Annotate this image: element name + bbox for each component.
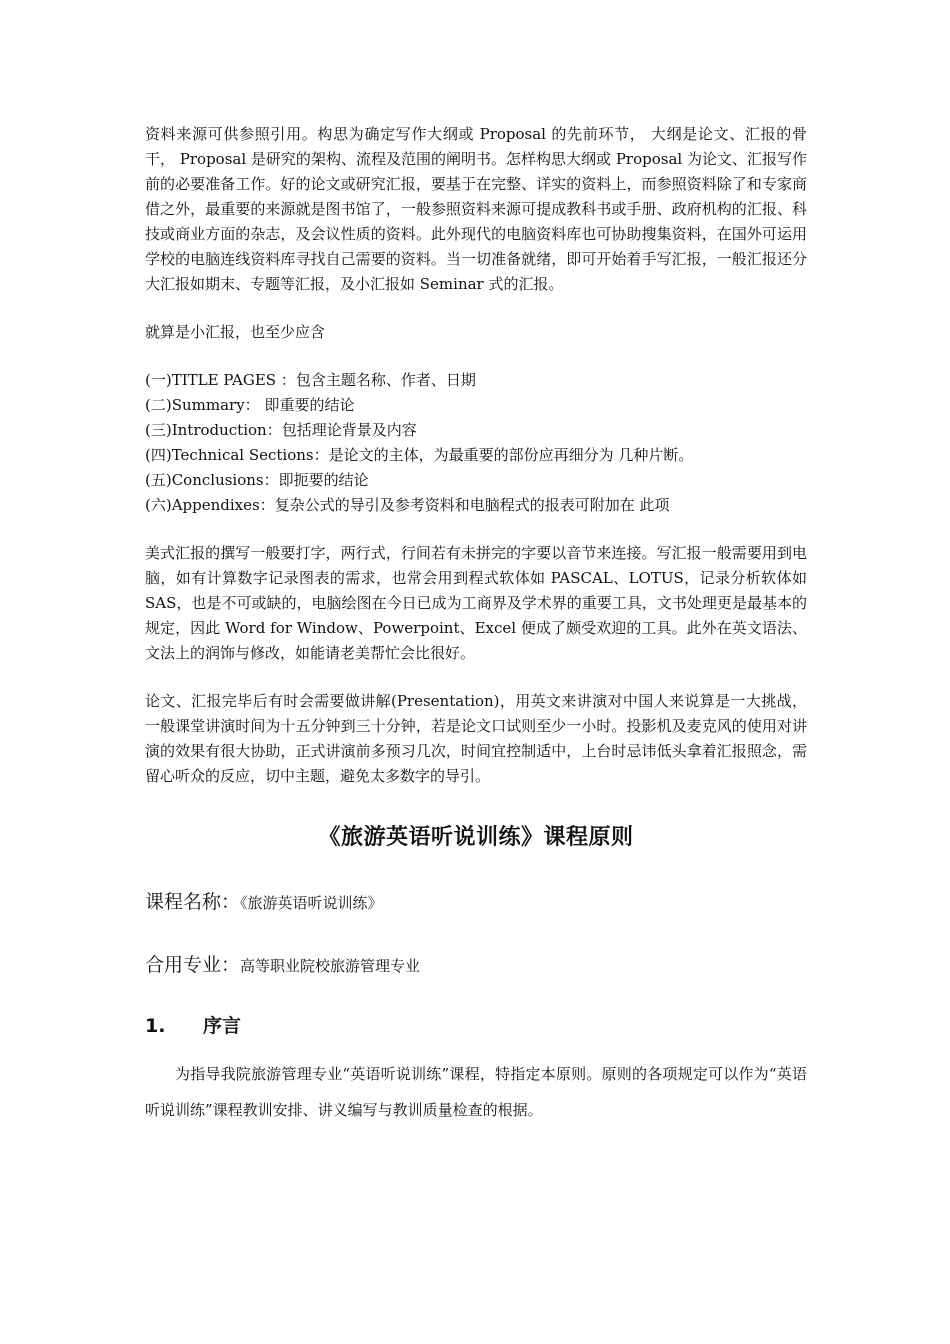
list-item: (六)Appendixes：复杂公式的导引及参考资料和电脑程式的报表可附加在 此项 <box>145 496 670 514</box>
report-items-list <box>145 368 807 518</box>
list-item: (三)Introduction：包括理论背景及内容 <box>145 421 417 439</box>
presentation-paragraph: 论文、汇报完毕后有时会需要做讲解(Presentation)，用英文来讲演对中国人来说算是一大挑战，一般课堂讲演时间为十五分钟到三十分钟，若是论文口试则至少一小时。投影机及麦克风的使用对讲演的效果有很大协助，正式讲演前多预习几次，时间宜控制适中，上台时忌讳低头拿着汇报照念，需留心听众的反应，切中主题，避免太多数字的导引。 <box>145 692 807 785</box>
course-name-label: 课程名称： <box>145 891 241 913</box>
course-title: 《旅游英语听说训练》课程原则 <box>318 825 634 850</box>
section-1-heading <box>145 1011 807 1041</box>
list-item: (二)Summary： 即重要的结论 <box>145 396 355 414</box>
course-name-field <box>145 887 807 918</box>
section-1-body: 为指导我院旅游管理专业“英语听说训练”课程，特指定本原则。原则的各项规定可以作为“英语听说训练”课程教训安排、讲义编写与教训质量检查的根据。 <box>145 1065 807 1119</box>
list-item: (一)TITLE PAGES ：包含主题名称、作者、日期 <box>145 371 476 389</box>
small-report-lead: 就算是小汇报，也至少应含 <box>145 323 326 341</box>
document-page <box>145 122 807 1128</box>
applicable-major-label: 合用专业： <box>145 954 241 976</box>
course-name-value: 《旅游英语听说训练》 <box>240 894 383 912</box>
section-1-title: 序言 <box>203 1015 242 1037</box>
intro-paragraph: 资料来源可供参照引用。构思为确定写作大纲或 Proposal 的先前环节， 大纲是论文、汇报的骨干， Proposal 是研究的架构、流程及范围的阐明书。怎样构思大纲或 Proposal 为论文、汇报写作前的必要准备工作。好的论文或研究汇报，要基于在完整、详实的资料上，而参照资料除了和专家商借之外，最重要的来源就是图书馆了，一般参照资料来源可提成教科书或手册、政府机构的汇报、科技或商业方面的杂志，及会议性质的资料。此外现代的电脑资料库也可协助搜集资料，在国外可运用学校的电脑连线资料库寻找自己需要的资料。当一切准备就绪，即可开始着手写汇报，一般汇报还分大汇报如期末、专题等汇报，及小汇报如 Seminar 式的汇报。 <box>145 125 807 293</box>
list-item: (五)Conclusions：即扼要的结论 <box>145 471 369 489</box>
applicable-major-value: 高等职业院校旅游管理专业 <box>240 957 421 975</box>
list-item: (四)Technical Sections：是论文的主体，为最重要的部份应再细分为 几种片断。 <box>145 446 694 464</box>
applicable-major-field <box>145 950 807 981</box>
section-1-number: 1. <box>145 1015 166 1037</box>
format-paragraph: 美式汇报的撰写一般要打字，两行式，行间若有未拼完的字要以音节来连接。写汇报一般需要用到电脑，如有计算数字记录图表的需求，也常会用到程式软体如 PASCAL、LOTUS，记录分析软体如 SAS，也是不可或缺的，电脑绘图在今日已成为工商界及学术界的重要工具，文书处理更是最基本的规定，因此 Word for Window、Powerpoint、Excel 便成了颇受欢迎的工具。此外在英文语法、文法上的润饰与修改，如能请老美帮忙会比很好。 <box>145 544 807 662</box>
